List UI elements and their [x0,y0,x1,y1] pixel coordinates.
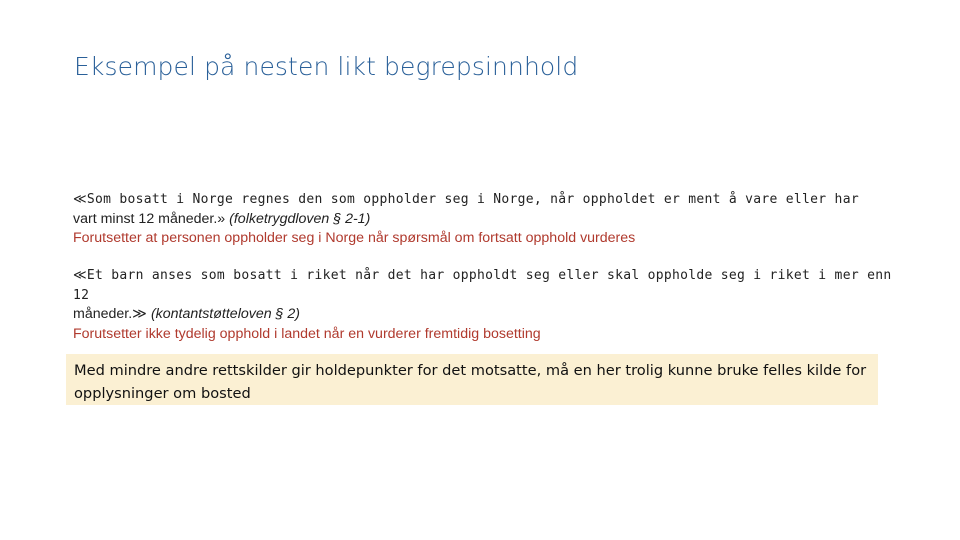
quote-note: Forutsetter at personen oppholder seg i Norge når spørsmål om fortsatt opphold vurderes [73,230,636,246]
conclusion-text: Med mindre andre rettskilder gir holdepunkter for det motsatte, må en her trolig kunne bruke felles kilde for opplysninger om bosted [74,362,867,402]
quote-kontantstotteloven [73,266,913,344]
quote-folketrygdloven [73,190,913,249]
quote-text-line-1: ≪Et barn anses som bosatt i riket når det har oppholdt seg eller skal oppholde seg i riket i mer enn 12 [73,268,892,303]
slide-title: Eksempel på nesten likt begrepsinnhold [74,52,579,81]
quote-citation: (kontantstøtteloven § 2) [150,306,300,322]
quote-text-line-1: ≪Som bosatt i Norge regnes den som oppholder seg i Norge, når oppholdet er ment å vare eller har [73,192,859,207]
quote-text-line-2: måneder.≫ [73,306,151,322]
quote-text-line-2: vart minst 12 måneder.» [73,210,230,227]
quote-citation: (folketrygdloven § 2-1) [229,210,371,227]
conclusion-box [66,354,878,405]
quote-note: Forutsetter ikke tydelig opphold i landet når en vurderer fremtidig bosetting [73,325,541,342]
